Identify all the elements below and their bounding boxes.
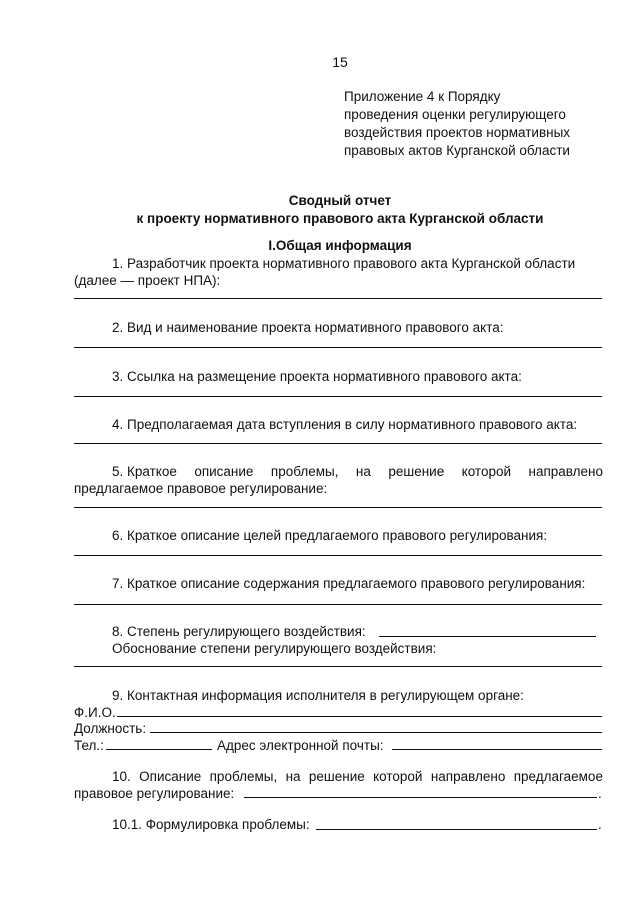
- item-5-word: проблемы,: [270, 464, 339, 479]
- item-10-text-cont: правовое регулирование:: [74, 786, 235, 801]
- item-10-1-period: .: [598, 817, 602, 832]
- section-heading: I.Общая информация: [268, 238, 412, 253]
- item-10-word: Описание: [139, 769, 202, 784]
- item-8-text: 8. Степень регулирующего воздействия:: [112, 624, 366, 639]
- item-4-text: 4. Предполагаемая дата вступления в силу нормативного правового акта:: [112, 417, 578, 432]
- item-10-period: .: [598, 786, 602, 801]
- item-5-text: [112, 463, 603, 480]
- item-5-text-cont: предлагаемое правовое регулирование:: [74, 481, 328, 496]
- item-10-word: которой: [373, 769, 423, 784]
- appendix-line: проведения оценки регулирующего: [344, 107, 566, 122]
- item-2-answer-line[interactable]: [74, 347, 602, 348]
- item-3-answer-line[interactable]: [74, 396, 602, 397]
- appendix-line: воздействия проектов нормативных: [344, 125, 571, 140]
- position-label: Должность:: [74, 721, 147, 736]
- item-5-word: направлено: [528, 464, 603, 479]
- page-number: 15: [332, 54, 348, 70]
- fio-label: Ф.И.О.: [74, 705, 116, 720]
- position-field[interactable]: [150, 732, 602, 733]
- email-field[interactable]: [392, 749, 602, 750]
- item-10-text: [112, 768, 603, 785]
- item-10-1-answer-line[interactable]: [316, 829, 597, 830]
- item-8-justification-line[interactable]: [74, 666, 602, 667]
- item-5-answer-line[interactable]: [74, 507, 602, 508]
- item-5-word: на: [355, 464, 371, 479]
- document-subtitle: к проекту нормативного правового акта Курганской области: [136, 211, 544, 226]
- appendix-line: Приложение 4 к Порядку: [344, 89, 501, 104]
- item-9-text: 9. Контактная информация исполнителя в регулирующем органе:: [112, 688, 524, 703]
- item-8-answer-line[interactable]: [379, 636, 596, 637]
- item-7-text: 7. Краткое описание содержания предлагаемого правового регулирования:: [112, 576, 586, 591]
- item-10-word: проблемы,: [209, 769, 278, 784]
- item-10-word: предлагаемое: [513, 769, 603, 784]
- item-1-text: 1. Разработчик проекта нормативного правового акта Курганской области: [112, 256, 576, 271]
- item-7-answer-line[interactable]: [74, 604, 602, 605]
- item-3-text: 3. Ссылка на размещение проекта нормативного правового акта:: [112, 369, 522, 384]
- item-10-word: 10.: [112, 769, 131, 784]
- phone-field[interactable]: [106, 749, 212, 750]
- item-6-text: 6. Краткое описание целей предлагаемого правового регулирования:: [112, 528, 548, 543]
- phone-label: Тел.:: [74, 738, 104, 753]
- item-10-answer-line[interactable]: [244, 797, 597, 798]
- appendix-note: [344, 88, 570, 160]
- item-5-word: 5. Краткое: [112, 464, 177, 479]
- item-10-word: на: [285, 769, 301, 784]
- item-10-1-text: 10.1. Формулировка проблемы:: [112, 817, 310, 832]
- item-5-word: решение: [388, 464, 445, 479]
- item-4-answer-line[interactable]: [74, 443, 602, 444]
- item-1-text-cont: (далее — проект НПА):: [74, 273, 221, 288]
- document-title: Сводный отчет: [288, 193, 392, 208]
- appendix-line: правовых актов Курганской области: [344, 143, 570, 158]
- item-8-justification-text: Обоснование степени регулирующего воздействия:: [112, 641, 437, 656]
- item-2-text: 2. Вид и наименование проекта нормативного правового акта:: [112, 320, 504, 335]
- fio-field[interactable]: [117, 716, 602, 717]
- item-1-answer-line[interactable]: [74, 298, 602, 299]
- item-5-word: описание: [194, 464, 254, 479]
- item-10-word: направлено: [430, 769, 506, 784]
- item-5-word: которой: [461, 464, 512, 479]
- item-6-answer-line[interactable]: [74, 555, 602, 556]
- email-label: Адрес электронной почты:: [217, 738, 384, 753]
- item-10-word: решение: [308, 769, 365, 784]
